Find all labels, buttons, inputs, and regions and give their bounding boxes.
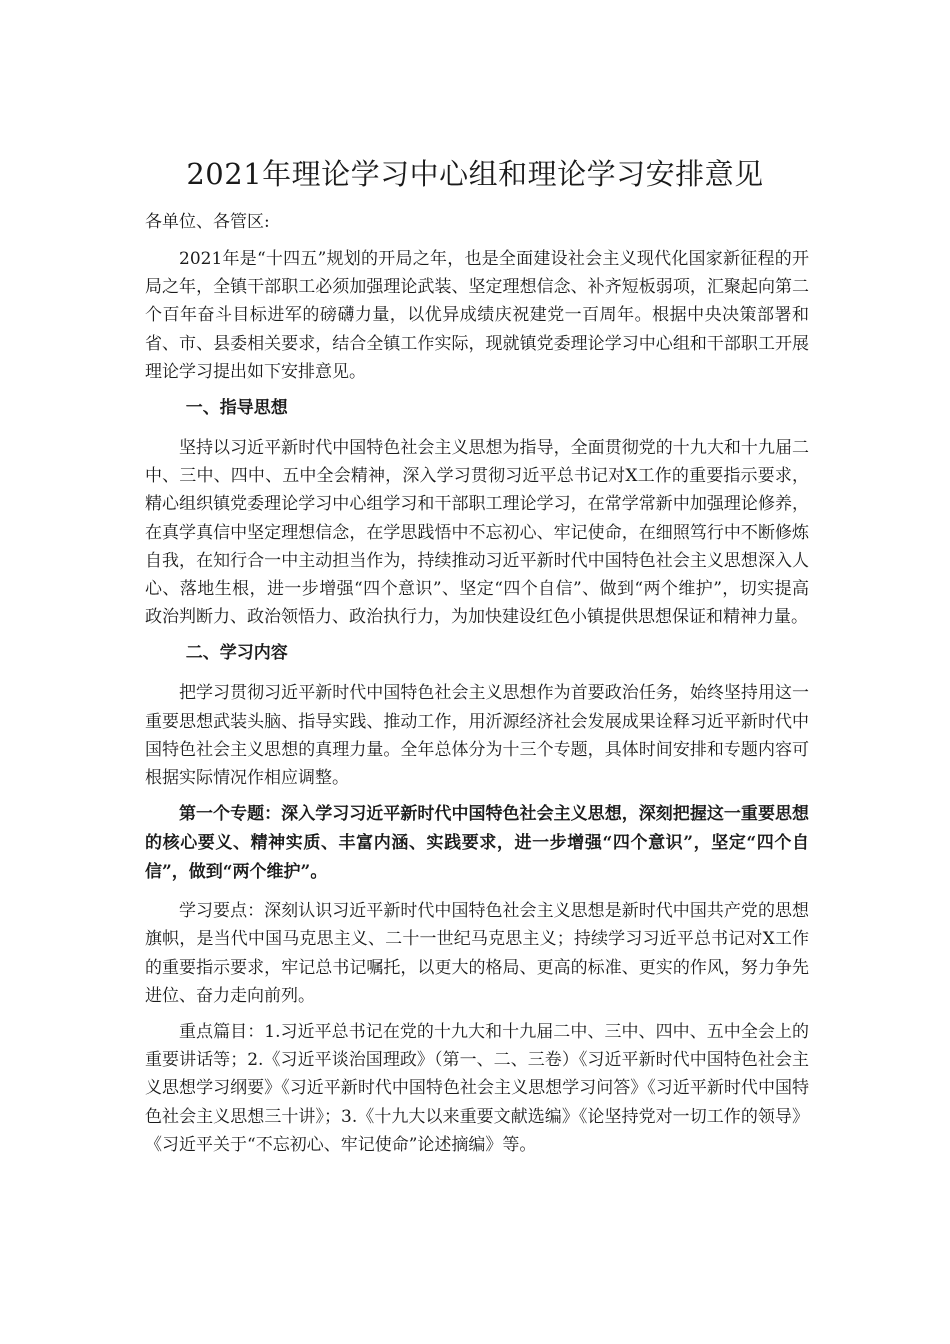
- salutation: 各单位、各管区:: [145, 212, 270, 232]
- topic-one-readings: 重点篇目：1.习近平总书记在党的十九大和十九届二中、三中、四中、五中全会上的重要讲话等；2.《习近平谈治国理政》（第一、二、三卷）《习近平新时代中国特色社会主义思想学习纲要》《习近平新时代中国特色社会主义思想学习问答》《习近平新时代中国特色社会主义思想三十讲》；3.《十九大以来重要文献选编》《论坚持党对一切工作的领导》《习近平关于“不忘初心、牢记使命”论述摘编》等。: [145, 1022, 809, 1155]
- intro-paragraph: 2021年是“十四五”规划的开局之年，也是全面建设社会主义现代化国家新征程的开局之年，全镇干部职工必须加强理论武装、坚定理想信念、补齐短板弱项，汇聚起向第二个百年奋斗目标进军的磅礴力量，以优异成绩庆祝建党一百周年。根据中央决策部署和省、市、县委相关要求，结合全镇工作实际，现就镇党委理论学习中心组和干部职工开展理论学习提出如下安排意见。: [145, 249, 809, 382]
- section-heading-study-content: 二、学习内容: [185, 643, 288, 664]
- topic-one-key-points: 学习要点：深刻认识习近平新时代中国特色社会主义思想是新时代中国共产党的思想旗帜，是当代中国马克思主义、二十一世纪马克思主义；持续学习习近平总书记对X工作的重要指示要求，牢记总书记嘱托，以更大的格局、更高的标准、更实的作风，努力争先进位、奋力走向前列。: [145, 901, 809, 1006]
- topic-one-heading: 第一个专题：深入学习习近平新时代中国特色社会主义思想，深刻把握这一重要思想的核心要义、精神实质、丰富内涵、实践要求，进一步增强“四个意识”，坚定“四个自信”，做到“两个维护”。: [145, 804, 809, 883]
- document-body: [145, 208, 809, 1167]
- study-content-paragraph: 把学习贯彻习近平新时代中国特色社会主义思想作为首要政治任务，始终坚持用这一重要思想武装头脑、指导实践、推动工作，用沂源经济社会发展成果诠释习近平新时代中国特色社会主义思想的真理力量。全年总体分为十三个专题，具体时间安排和专题内容可根据实际情况作相应调整。: [145, 683, 809, 789]
- document-title: 2021年理论学习中心组和理论学习安排意见: [186, 157, 764, 191]
- section-heading-guiding-thought: 一、指导思想: [185, 398, 288, 419]
- guiding-thought-paragraph: 坚持以习近平新时代中国特色社会主义思想为指导，全面贯彻党的十九大和十九届二中、三中、四中、五中全会精神，深入学习贯彻习近平总书记对X工作的重要指示要求，精心组织镇党委理论学习中心组学习和干部职工理论学习，在常学常新中加强理论修养，在真学真信中坚定理想信念，在学思践悟中不忘初心、牢记使命，在细照笃行中不断修炼自我，在知行合一中主动担当作为，持续推动习近平新时代中国特色社会主义思想深入人心、落地生根，进一步增强“四个意识”、坚定“四个自信”、做到“两个维护”，切实提高政治判断力、政治领悟力、政治执行力，为加快建设红色小镇提供思想保证和精神力量。: [145, 438, 809, 628]
